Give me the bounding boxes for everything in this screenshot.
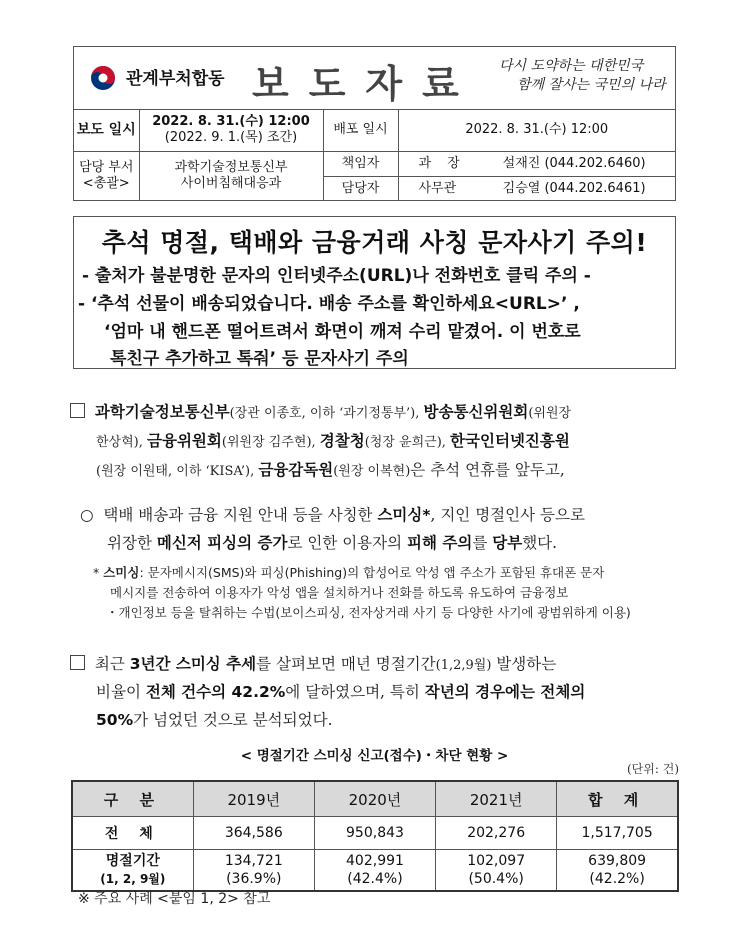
cell-pct: (50.4%): [468, 871, 524, 887]
release-note: (2022. 9. 1.(목) 조간): [164, 129, 298, 145]
row-label-total: 전 체: [72, 817, 193, 850]
paragraph-1-tail: 은 추석 연휴를 앞두고,: [410, 461, 565, 479]
fifty-percent-emphasis: 50%: [96, 711, 134, 729]
paragraph-1-line-1: [70, 400, 571, 422]
footnote-line-2: 메시지를 전송하여 이용자가 악성 앱을 설치하거나 전화를 하도록 유도하여 금융정보: [110, 585, 569, 600]
release-date-cell: [139, 109, 323, 151]
agency-fss: 금융감독원: [258, 461, 334, 479]
last-year-emphasis: 작년의 경우에는 전체의: [424, 683, 586, 701]
table-row: [72, 817, 678, 850]
dept-line-2: 사이버침해대응과: [180, 175, 282, 191]
staff-title: 사무관: [418, 180, 457, 196]
footnote-asterisk: *: [93, 565, 100, 580]
p2-text: , 지인 명절인사 등으로: [430, 506, 585, 524]
distribution-date-label: 배포 일시: [323, 109, 398, 151]
cell-pct: (36.9%): [226, 871, 282, 887]
slogan-line-2: 함께 잘사는 국민의 나라: [517, 77, 666, 93]
footnote-line-3: ・개인정보 등을 탈취하는 수법(보이스피싱, 전자상거래 사기 등 다양한 사기에 광범위하게 이용): [106, 605, 631, 620]
agency-police: 경찰청: [319, 432, 365, 450]
agency-kcc-note-2: 한상혁),: [96, 435, 148, 450]
p2-text: 했다.: [522, 534, 558, 552]
cell-value: 202,276: [436, 817, 557, 850]
cell-pct: (42.4%): [347, 871, 403, 887]
staff-cell: [398, 176, 675, 201]
manager-label: 책임자: [323, 151, 398, 176]
government-taegeuk-logo-icon: [90, 65, 116, 91]
cell-count: 134,721: [224, 853, 283, 869]
distribution-date: 2022. 8. 31.(수) 12:00: [398, 109, 675, 151]
manager-title: 과 장: [418, 155, 466, 171]
org-name: 관계부처합동: [126, 69, 225, 89]
cell-value: [314, 850, 435, 892]
release-info-table: [74, 109, 675, 201]
headline-subtitle-2-line-2: ‘엄마 내 핸드폰 떨어트려서 화면이 깨져 수리 맡겼어. 이 번호로: [104, 322, 581, 342]
press-release-header: [73, 46, 676, 201]
manager-cell: [398, 151, 675, 176]
dept-label-cell: [74, 151, 139, 201]
cell-value: 364,586: [193, 817, 314, 850]
agency-fss-note: (원장 이복현): [333, 464, 411, 479]
table-row: [72, 850, 678, 892]
paragraph-2-line-2: [107, 531, 557, 553]
headline-title: 추석 명절, 택배와 금융거래 사칭 문자사기 주의!: [101, 228, 648, 257]
footnote-line-1: [93, 563, 604, 581]
table-header-row: [72, 781, 678, 817]
row-label-holiday-main: 명절기간: [105, 853, 160, 869]
agency-fsc: 금융위원회: [147, 432, 222, 450]
p3-text: 발생하는: [491, 655, 557, 673]
col-header-2021: 2021년: [436, 781, 557, 817]
months-note: (1,2,9월): [435, 658, 492, 673]
table-unit: (단위: 건): [627, 762, 679, 776]
checkbox-bullet-icon: [70, 655, 85, 670]
paragraph-1-line-2: [96, 429, 570, 451]
headline-subtitle-1: - 출처가 불분명한 문자의 인터넷주소(URL)나 전화번호 클릭 주의 -: [82, 266, 591, 286]
footnote-term: 스미싱: [103, 565, 140, 580]
cell-value: 950,843: [314, 817, 435, 850]
table-caption: < 명절기간 스미싱 신고(접수)・차단 현황 >: [240, 748, 509, 764]
slogan-line-1: 다시 도약하는 대한민국: [499, 58, 644, 74]
cell-count: 402,991: [346, 853, 404, 869]
cell-pct: (42.2%): [589, 871, 645, 887]
request-emphasis: 당부: [492, 534, 523, 552]
dept-label: 담당 부서: [79, 159, 134, 175]
paragraph-1-line-3: [96, 458, 565, 480]
cell-value: 1,517,705: [557, 817, 678, 850]
p2-text: 로 인한 이용자의: [287, 534, 408, 552]
slogan: [499, 57, 666, 95]
smishing-term: 스미싱*: [377, 506, 431, 524]
trend-emphasis: 3년간 스미싱 추세: [129, 655, 257, 673]
p2-text: 위장한: [107, 534, 157, 552]
checkbox-bullet-icon: [70, 403, 85, 418]
release-date: 2022. 8. 31.(수) 12:00: [152, 113, 310, 129]
damage-caution-emphasis: 피해 주의: [407, 534, 473, 552]
agency-kcc: 방송통신위원회: [423, 403, 529, 421]
staff-label: 담당자: [323, 176, 398, 201]
p3-text: 가 넘었던 것으로 분석되었다.: [133, 711, 333, 729]
staff-name: 김승열 (044.202.6461): [502, 180, 646, 196]
footnote-text: : 문자메시지(SMS)와 피싱(Phishing)의 합성어로 악성 앱 주소가 포함된 휴대폰 문자: [139, 565, 605, 580]
header-banner: [74, 47, 675, 110]
agency-kcc-note: (위원장: [528, 406, 572, 421]
p3-text: 에 달하였으며, 특히: [285, 683, 425, 701]
p3-text: 를 살펴보면 매년 명절기간: [256, 655, 436, 673]
headline-subtitle-2-line-1: - ‘추석 선물이 배송되었습니다. 배송 주소를 확인하세요<URL>’ ,: [78, 294, 580, 314]
headline-box: [73, 216, 676, 369]
p3-text: 비율이: [96, 683, 146, 701]
manager-name: 설재진 (044.202.6460): [502, 155, 646, 171]
agency-kisa: 한국인터넷진흥원: [450, 432, 570, 450]
paragraph-3-line-2: [96, 680, 585, 702]
agency-msit: 과학기술정보통신부: [94, 403, 230, 421]
cell-value: [436, 850, 557, 892]
row-label-holiday-sub: (1, 2, 9월): [100, 872, 166, 886]
messenger-phishing-emphasis: 메신저 피싱의 증가: [156, 534, 288, 552]
smishing-stats-table: [71, 780, 679, 892]
col-header-category: 구 분: [72, 781, 193, 817]
circle-bullet-icon: ○: [80, 506, 94, 524]
paragraph-3-line-3: [96, 708, 333, 730]
p2-text: 를: [472, 534, 493, 552]
agency-police-note: (청장 윤희근),: [364, 435, 451, 450]
cell-value: [557, 850, 678, 892]
total-ratio-emphasis: 전체 건수의 42.2%: [145, 683, 286, 701]
col-header-total: 합 계: [557, 781, 678, 817]
agency-msit-note: (장관 이종호, 이하 ‘과기정통부’),: [229, 406, 424, 421]
cell-count: 102,097: [467, 853, 526, 869]
col-header-2020: 2020년: [314, 781, 435, 817]
dept-label-sub: <총괄>: [82, 175, 130, 191]
dept-name-cell: [139, 151, 323, 201]
dept-line-1: 과학기술정보통신부: [174, 159, 288, 175]
agency-kisa-note: (원장 이원태, 이하 ‘KISA’),: [96, 464, 259, 479]
reference-note: ※ 주요 사례 <붙임 1, 2> 참고: [78, 891, 271, 907]
p2-text: 택배 배송과 금융 지원 안내 등을 사칭한: [103, 506, 378, 524]
doc-type-title: 보도자료: [252, 62, 479, 106]
release-date-label: 보도 일시: [74, 109, 139, 151]
p3-text: 최근: [94, 655, 130, 673]
agency-fsc-note: (위원장 김주현),: [221, 435, 320, 450]
paragraph-2-line-1: [80, 503, 585, 525]
cell-count: 639,809: [588, 853, 647, 869]
headline-subtitle-2-line-3: 톡친구 추가하고 톡줘’ 등 문자사기 주의: [110, 349, 409, 369]
col-header-2019: 2019년: [193, 781, 314, 817]
row-label-holiday: [72, 850, 193, 892]
cell-value: [193, 850, 314, 892]
paragraph-3-line-1: [70, 652, 556, 674]
